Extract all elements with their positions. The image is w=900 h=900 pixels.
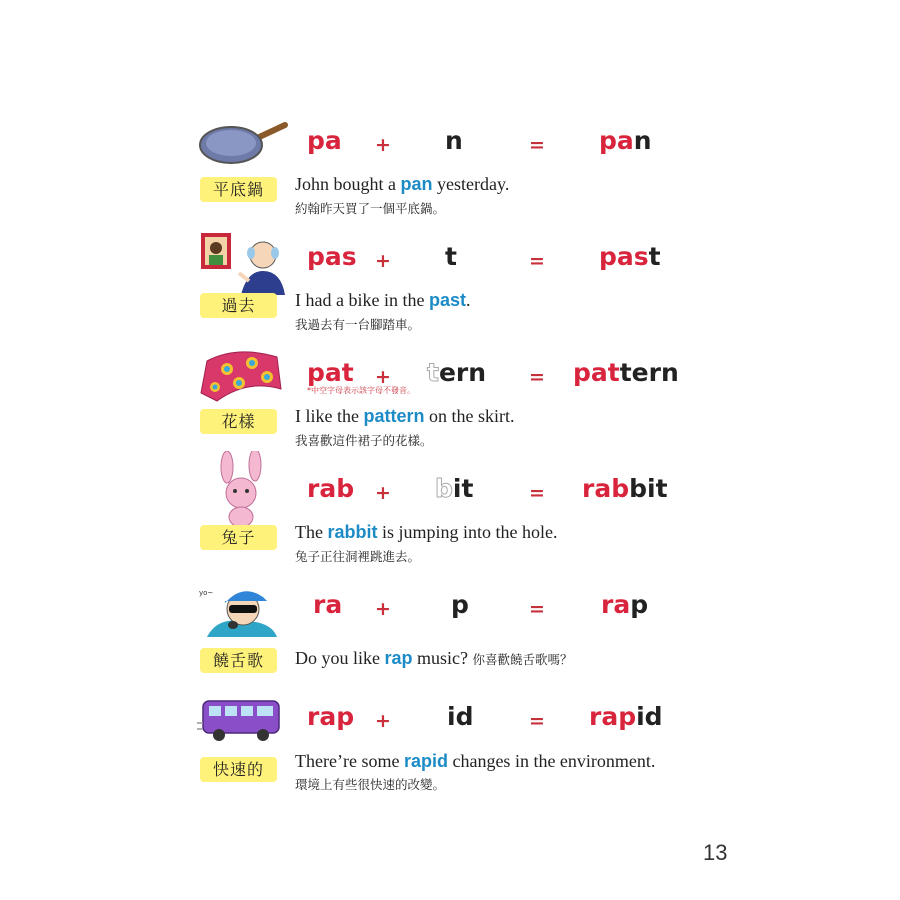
silent-letter: t (427, 358, 439, 387)
spelling-equation (195, 233, 715, 283)
silent-letter-note: *中空字母表示該字母不發音。 (307, 386, 415, 395)
sentence-translation: 我喜歡這件裙子的花樣。 (295, 433, 433, 448)
word-part-1: rab (307, 474, 355, 503)
meaning-tag: 花樣 (200, 409, 277, 434)
word-entry-past (195, 233, 715, 349)
plus-sign: + (375, 366, 391, 388)
meaning-tag: 過去 (200, 293, 277, 318)
equals-sign: = (529, 366, 545, 388)
meaning-tag: 平底鍋 (200, 177, 277, 202)
plus-sign: + (375, 134, 391, 156)
word-part-2: bit (435, 474, 474, 503)
word-entry-pan (195, 117, 715, 233)
result-word: rap (601, 590, 649, 619)
spelling-equation (195, 693, 715, 743)
sentence-translation: 環境上有些很快速的改變。 (295, 777, 446, 792)
word-part-1: pas (307, 242, 357, 271)
sentence-translation: 我過去有一台腳踏車。 (295, 317, 421, 332)
equals-sign: = (529, 482, 545, 504)
plus-sign: + (375, 710, 391, 732)
result-word: rabbit (582, 474, 668, 503)
page-number: 13 (703, 840, 728, 865)
example-sentence: I like the pattern on the skirt. (295, 406, 515, 426)
plus-sign: + (375, 482, 391, 504)
equals-sign: = (529, 134, 545, 156)
sentence-translation: 約翰昨天買了一個平底鍋。 (295, 201, 446, 216)
result-word: rapid (589, 702, 663, 731)
word-part-2: t (445, 242, 457, 271)
word-part-1: pat (307, 358, 354, 387)
svg-text:yo~: yo~ (199, 589, 214, 597)
word-part-1: rap (307, 702, 355, 731)
example-sentence: Do you like rap music? 你喜歡饒舌歌嗎？ (295, 648, 573, 668)
word-part-1: pa (307, 126, 342, 155)
example-sentence: There’re some rapid changes in the environment. (295, 751, 656, 771)
word-entry-rapid (195, 693, 715, 809)
spelling-equation (195, 117, 715, 167)
sentence-translation: 兔子正往洞裡跳進去。 (295, 549, 421, 564)
result-word: past (599, 242, 661, 271)
silent-letter: b (435, 474, 453, 503)
word-part-2: tern (427, 358, 487, 387)
spelling-equation (195, 581, 715, 631)
equals-sign: = (529, 710, 545, 732)
example-sentence: I had a bike in the past. (295, 290, 471, 310)
meaning-tag: 快速的 (200, 757, 277, 782)
sentence-translation: 你喜歡饒舌歌嗎？ (472, 652, 573, 667)
plus-sign: + (375, 598, 391, 620)
word-entry-rabbit (195, 465, 715, 581)
spelling-equation (195, 349, 715, 399)
example-sentence: John bought a pan yesterday. (295, 174, 510, 194)
spelling-equation (195, 465, 715, 515)
result-word: pattern (573, 358, 679, 387)
equals-sign: = (529, 250, 545, 272)
example-sentence: The rabbit is jumping into the hole. (295, 522, 558, 542)
meaning-tag: 饒舌歌 (200, 648, 277, 673)
word-entry-pattern (195, 349, 715, 465)
word-part-2: p (451, 590, 469, 619)
meaning-tag: 兔子 (200, 525, 277, 550)
word-entry-rap (195, 581, 715, 697)
result-word: pan (599, 126, 652, 155)
word-part-1: ra (313, 590, 343, 619)
plus-sign: + (375, 250, 391, 272)
word-part-2: id (447, 702, 474, 731)
equals-sign: = (529, 598, 545, 620)
word-part-2: n (445, 126, 463, 155)
